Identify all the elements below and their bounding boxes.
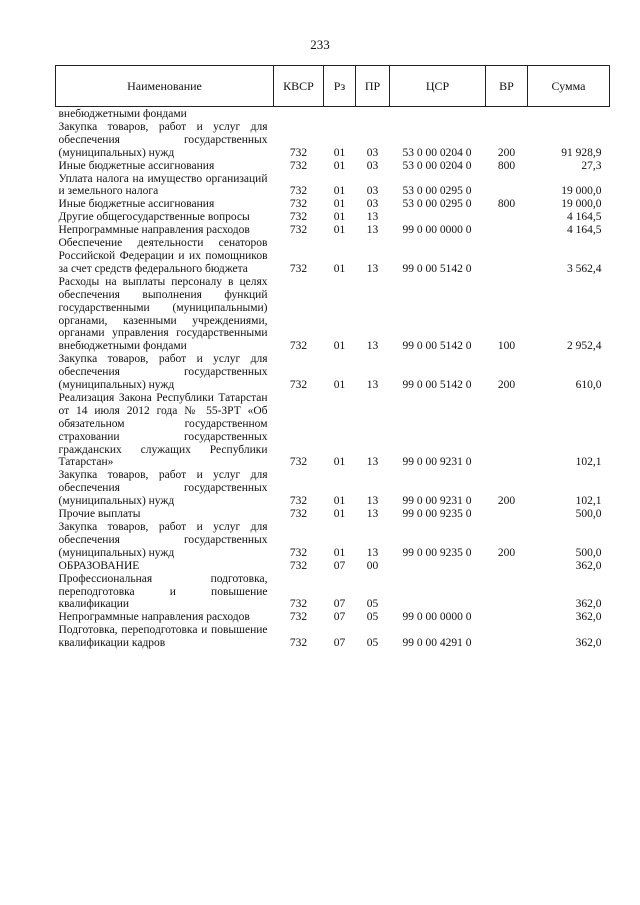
table-row — [56, 353, 610, 392]
row-vr — [486, 508, 528, 521]
header-vr: ВР — [486, 66, 528, 107]
row-rz: 01 — [333, 224, 346, 237]
row-rz: 01 — [333, 546, 346, 559]
row-sum: 19 000,0 — [561, 198, 602, 211]
row-pr: 13 — [366, 340, 379, 353]
row-kvsr: 732 — [289, 262, 308, 275]
row-name: Иные бюджетные ассигнования — [58, 198, 215, 211]
row-csr: 53 0 00 0204 0 — [402, 146, 472, 159]
row-rz: 07 — [333, 611, 346, 624]
table-row — [56, 521, 610, 560]
row-kvsr — [274, 107, 324, 121]
row-pr: 13 — [366, 495, 379, 508]
row-csr: 53 0 00 0295 0 — [402, 185, 472, 198]
row-rz: 01 — [333, 198, 346, 211]
row-csr: 99 0 00 9231 0 — [402, 456, 472, 469]
row-kvsr: 732 — [289, 146, 308, 159]
row-kvsr: 732 — [289, 224, 308, 237]
header-csr: ЦСР — [390, 66, 486, 107]
table-row — [56, 173, 610, 199]
table-row — [56, 508, 610, 521]
row-name: Уплата налога на имущество организаций и земельного налога — [58, 172, 268, 198]
row-pr: 03 — [366, 185, 379, 198]
row-kvsr: 732 — [289, 508, 308, 521]
row-sum: 4 164,5 — [567, 211, 602, 224]
header-name: Наименование — [56, 66, 274, 107]
row-name: Непрограммные направления расходов — [58, 224, 250, 237]
header-sum: Сумма — [528, 66, 610, 107]
row-csr: 53 0 00 0204 0 — [402, 159, 472, 172]
row-pr: 05 — [366, 598, 379, 611]
row-rz: 01 — [333, 211, 346, 224]
row-csr — [390, 211, 486, 224]
row-vr: 200 — [497, 495, 516, 508]
row-name: Профессиональная подготовка, переподготовка и повышение квалификации — [58, 572, 268, 611]
row-vr — [486, 237, 528, 276]
row-sum: 362,0 — [575, 637, 602, 650]
row-vr — [486, 392, 528, 469]
row-vr — [486, 211, 528, 224]
row-vr — [486, 173, 528, 199]
table-body — [56, 107, 610, 651]
row-kvsr: 732 — [289, 379, 308, 392]
row-vr — [486, 573, 528, 612]
row-kvsr: 732 — [289, 185, 308, 198]
table-row — [56, 392, 610, 469]
row-csr: 99 0 00 5142 0 — [402, 340, 472, 353]
row-vr — [486, 611, 528, 624]
row-rz: 01 — [333, 508, 346, 521]
row-pr: 05 — [366, 611, 379, 624]
row-kvsr: 732 — [289, 611, 308, 624]
row-rz: 07 — [333, 598, 346, 611]
row-rz: 01 — [333, 262, 346, 275]
row-kvsr: 732 — [289, 546, 308, 559]
row-sum: 102,1 — [575, 456, 602, 469]
row-name: Подготовка, переподготовка и повышение квалификации кадров — [58, 624, 268, 650]
row-csr — [390, 573, 486, 612]
table-row — [56, 624, 610, 650]
row-kvsr: 732 — [289, 559, 308, 572]
row-vr: 800 — [497, 198, 516, 211]
row-vr — [486, 624, 528, 650]
row-csr: 99 0 00 5142 0 — [402, 379, 472, 392]
row-sum: 500,0 — [575, 546, 602, 559]
row-name: Реализация Закона Республики Татарстан от 14 июля 2012 года № 55-ЗРТ «Об обязательном государственном страховании государственных гражданских служащих Республики Татарстан» — [58, 391, 268, 469]
row-kvsr: 732 — [289, 198, 308, 211]
row-pr — [356, 107, 390, 121]
row-sum: 3 562,4 — [567, 262, 602, 275]
table-row — [56, 211, 610, 224]
row-csr — [390, 107, 486, 121]
header-pr: ПР — [356, 66, 390, 107]
page-number: 233 — [310, 37, 330, 52]
row-rz: 01 — [333, 340, 346, 353]
row-sum: 27,3 — [581, 159, 602, 172]
table-header-row — [56, 66, 610, 107]
row-name: Расходы на выплаты персоналу в целях обеспечения выполнения функций государственными (муниципальными) органами, казенными учреждениями, органами управления государственными внебюджетными фондами — [58, 275, 268, 353]
row-sum: 610,0 — [575, 379, 602, 392]
table-row — [56, 160, 610, 173]
row-vr: 200 — [497, 146, 516, 159]
table-row — [56, 121, 610, 160]
row-vr — [486, 224, 528, 237]
row-rz: 01 — [333, 159, 346, 172]
row-name: Непрограммные направления расходов — [58, 611, 250, 624]
row-name: Закупка товаров, работ и услуг для обеспечения государственных (муниципальных) нужд — [58, 521, 268, 559]
row-kvsr: 732 — [289, 211, 308, 224]
row-rz — [324, 107, 356, 121]
row-pr: 13 — [366, 262, 379, 275]
row-csr: 99 0 00 0000 0 — [402, 224, 472, 237]
row-sum: 102,1 — [575, 495, 602, 508]
row-rz: 01 — [333, 456, 346, 469]
row-rz: 01 — [333, 146, 346, 159]
row-sum: 4 164,5 — [567, 224, 602, 237]
row-pr: 13 — [366, 508, 379, 521]
row-sum — [528, 107, 610, 121]
table-row — [56, 560, 610, 573]
row-name: ОБРАЗОВАНИЕ — [58, 559, 140, 572]
row-rz: 07 — [333, 637, 346, 650]
row-kvsr: 732 — [289, 159, 308, 172]
row-name: Другие общегосударственные вопросы — [58, 211, 250, 224]
row-sum: 19 000,0 — [561, 185, 602, 198]
row-name: Закупка товаров, работ и услуг для обеспечения государственных (муниципальных) нужд — [58, 469, 268, 508]
row-pr: 05 — [366, 637, 379, 650]
row-name: внебюджетными фондами — [58, 108, 187, 120]
row-csr: 99 0 00 5142 0 — [402, 262, 472, 275]
header-rz: Рз — [324, 66, 356, 107]
row-kvsr: 732 — [289, 598, 308, 611]
row-kvsr: 732 — [289, 456, 308, 469]
row-csr: 99 0 00 4291 0 — [402, 637, 472, 650]
row-pr: 13 — [366, 456, 379, 469]
row-pr: 03 — [366, 198, 379, 211]
table-row — [56, 469, 610, 508]
row-rz: 01 — [333, 495, 346, 508]
row-csr: 99 0 00 9231 0 — [402, 495, 472, 508]
header-kvsr: КВСР — [274, 66, 324, 107]
row-name: Прочие выплаты — [58, 508, 141, 521]
row-csr: 53 0 00 0295 0 — [402, 198, 472, 211]
table-row — [56, 237, 610, 276]
row-kvsr: 732 — [289, 340, 308, 353]
row-pr: 13 — [366, 546, 379, 559]
row-vr: 100 — [497, 340, 516, 353]
row-csr — [390, 560, 486, 573]
table-row — [56, 276, 610, 353]
table-row — [56, 107, 610, 121]
table-row — [56, 198, 610, 211]
row-sum: 2 952,4 — [567, 340, 602, 353]
row-vr: 200 — [497, 546, 516, 559]
row-sum: 91 928,9 — [561, 146, 602, 159]
row-csr: 99 0 00 9235 0 — [402, 546, 472, 559]
table-row — [56, 573, 610, 612]
row-pr: 00 — [366, 559, 379, 572]
table-row — [56, 611, 610, 624]
row-vr: 200 — [497, 379, 516, 392]
row-sum: 500,0 — [575, 508, 602, 521]
row-rz: 07 — [333, 559, 346, 572]
row-name: Обеспечение деятельности сенаторов Российской Федерации и их помощников за счет средств федерального бюджета — [58, 237, 268, 275]
row-pr: 03 — [366, 146, 379, 159]
row-kvsr: 732 — [289, 637, 308, 650]
row-pr: 13 — [366, 379, 379, 392]
row-rz: 01 — [333, 379, 346, 392]
row-name: Закупка товаров, работ и услуг для обеспечения государственных (муниципальных) нужд — [58, 120, 268, 159]
row-vr — [486, 107, 528, 121]
row-sum: 362,0 — [575, 559, 602, 572]
row-sum: 362,0 — [575, 598, 602, 611]
row-rz: 01 — [333, 185, 346, 198]
row-csr: 99 0 00 0000 0 — [402, 611, 472, 624]
table-row — [56, 224, 610, 237]
row-kvsr: 732 — [289, 495, 308, 508]
row-vr — [486, 560, 528, 573]
row-vr: 800 — [497, 159, 516, 172]
row-pr: 03 — [366, 159, 379, 172]
budget-table — [55, 65, 610, 650]
row-csr: 99 0 00 9235 0 — [402, 508, 472, 521]
row-pr: 13 — [366, 224, 379, 237]
row-sum: 362,0 — [575, 611, 602, 624]
row-name: Иные бюджетные ассигнования — [58, 159, 215, 172]
row-pr: 13 — [366, 211, 379, 224]
row-name: Закупка товаров, работ и услуг для обеспечения государственных (муниципальных) нужд — [58, 353, 268, 392]
